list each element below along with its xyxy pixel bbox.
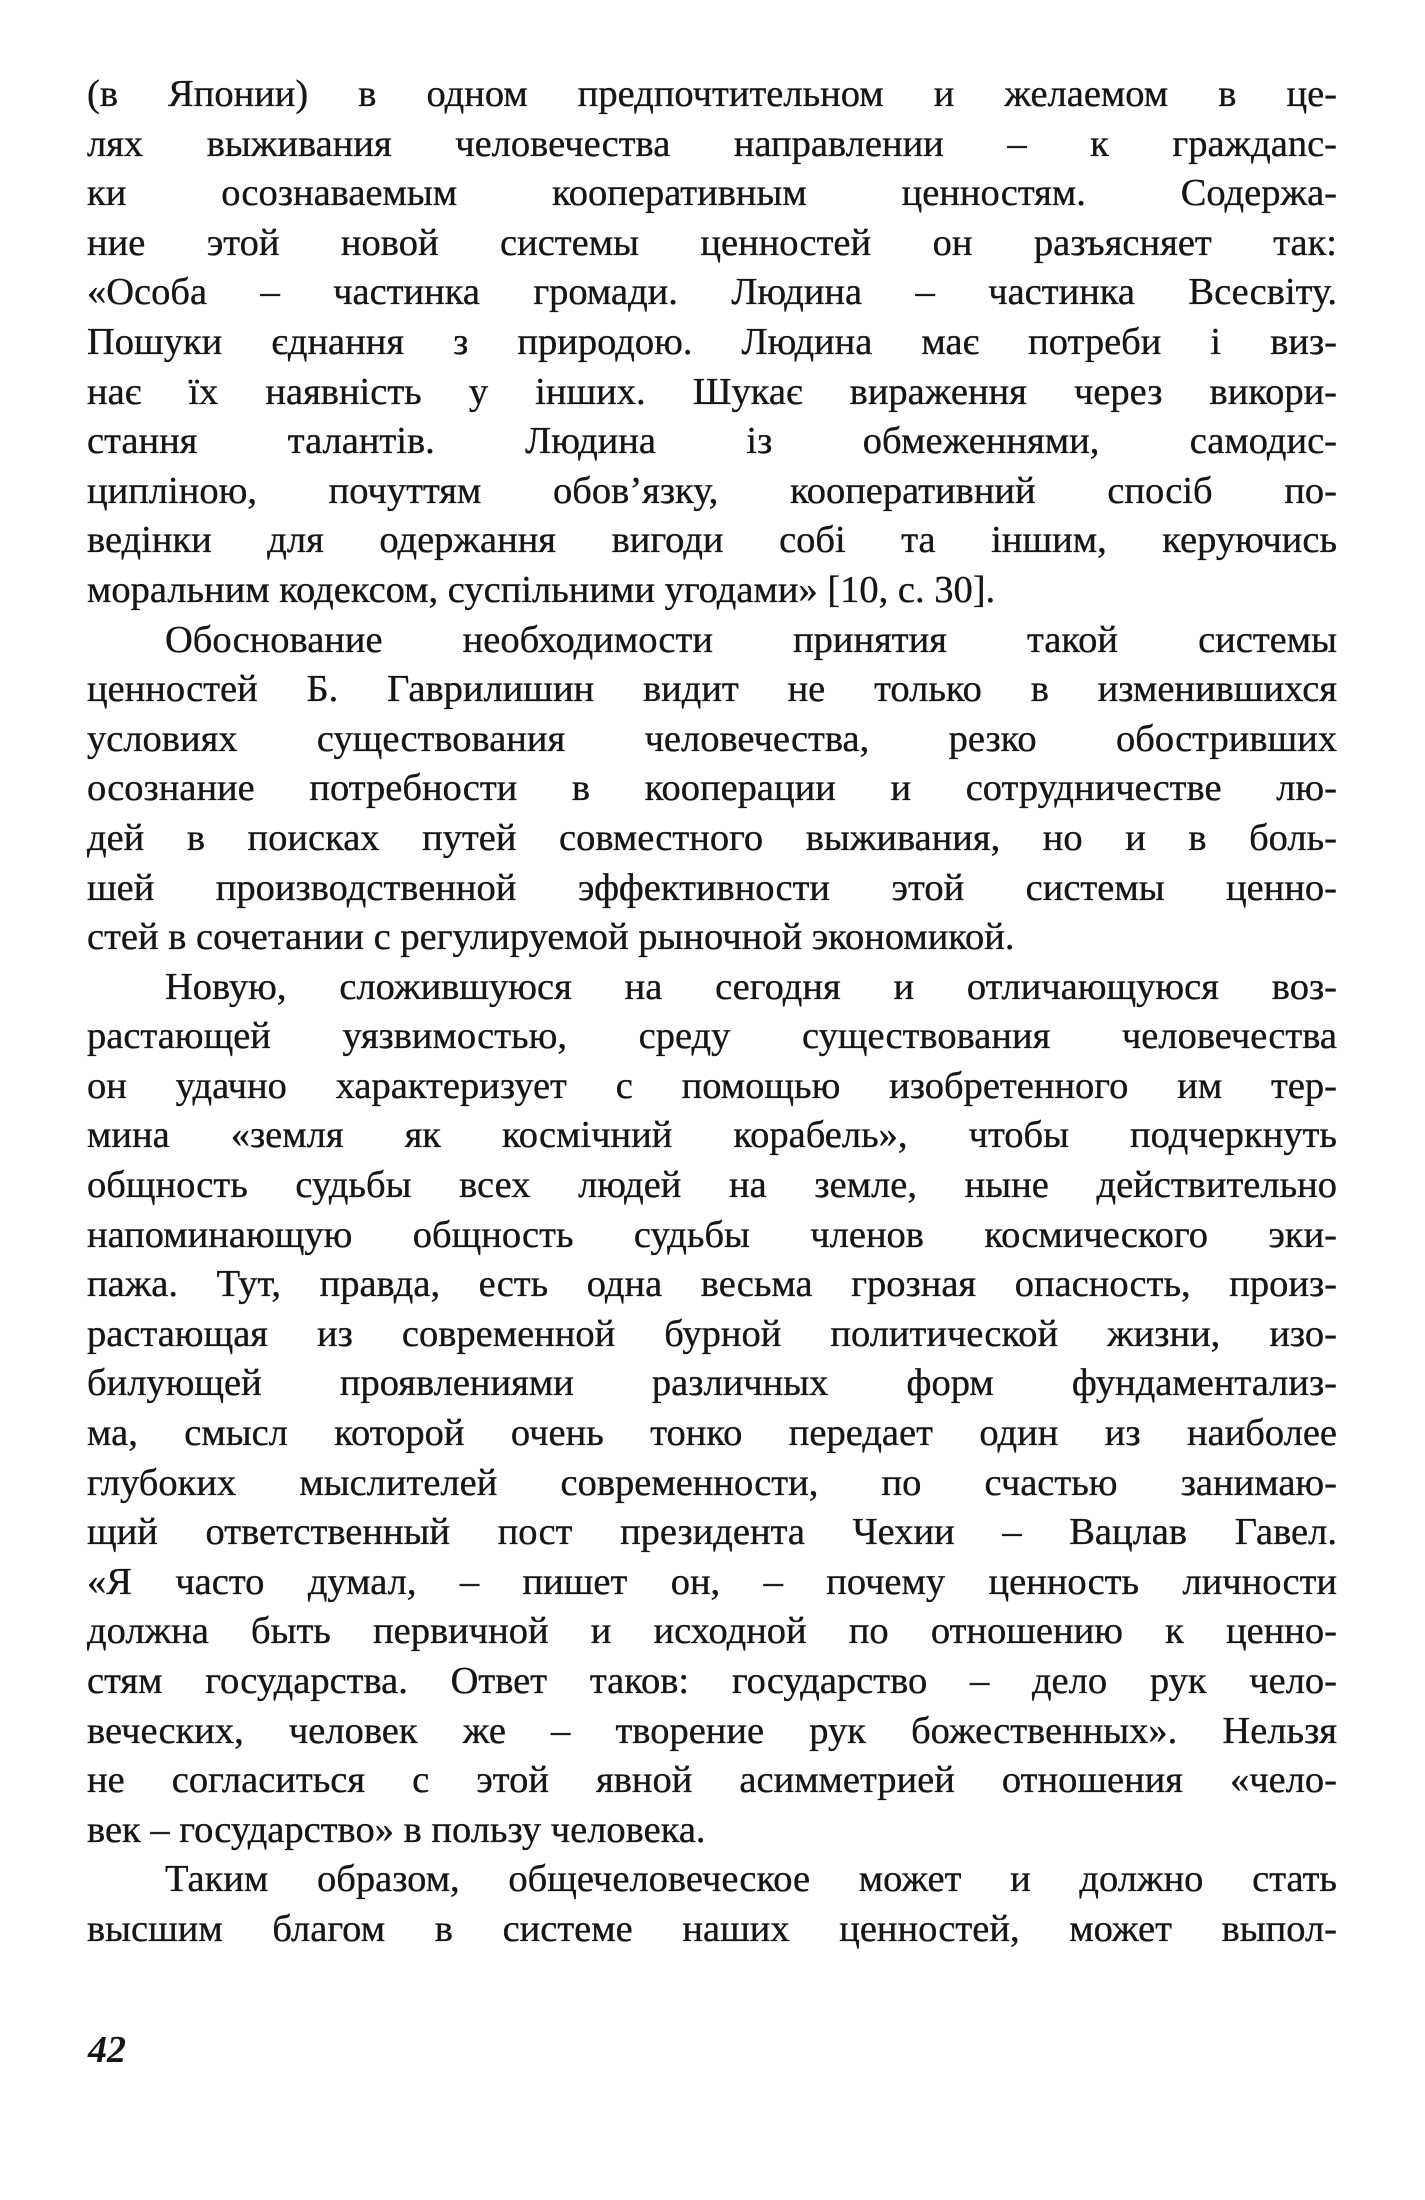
text-line: стання талантів. Людина із обмеженнями, самодис- bbox=[87, 420, 1337, 463]
paragraph-3 bbox=[87, 963, 1337, 1856]
paragraph-1 bbox=[87, 70, 1337, 616]
text-line: нає їх наявність у інших. Шукає вираження через викори- bbox=[87, 370, 1337, 413]
text-line: дей в поисках путей совместного выживания, но и в боль- bbox=[87, 816, 1337, 859]
paragraph-4 bbox=[87, 1855, 1337, 1954]
text-line: стей в сочетании с регулируемой рыночной экономикой. bbox=[87, 916, 1015, 959]
text-line: ма, смысл которой очень тонко передает один из наиболее bbox=[87, 1412, 1337, 1455]
text-line: Новую, сложившуюся на сегодня и отличающуюся воз- bbox=[165, 965, 1337, 1008]
text-line: веческих, человек же – творение рук божественных». Нельзя bbox=[87, 1709, 1337, 1752]
text-line: билующей проявлениями различных форм фундаментализ- bbox=[87, 1362, 1337, 1405]
text-line: Обоснование необходимости принятия такой системы bbox=[165, 618, 1337, 661]
text-line: должна быть первичной и исходной по отношению к ценно- bbox=[87, 1610, 1337, 1653]
text-line: лях выживания человечества направлении – к граждanc- bbox=[87, 122, 1337, 165]
text-line: «Особа – частинка громади. Людина – частинка Всесвіту. bbox=[87, 271, 1337, 314]
text-line: растающей уязвимостью, среду существования человечества bbox=[87, 1015, 1337, 1058]
text-line: напоминающую общность судьбы членов космического эки- bbox=[87, 1213, 1337, 1256]
page-body-text bbox=[87, 70, 1337, 1955]
page-number: 42 bbox=[88, 2029, 126, 2071]
paragraph-2 bbox=[87, 616, 1337, 963]
text-line: ведінки для одержання вигоди собі та іншим, керуючись bbox=[87, 519, 1337, 562]
text-line: не согласиться с этой явной асимметрией отношения «чело- bbox=[87, 1759, 1337, 1802]
text-line: ценностей Б. Гаврилишин видит не только в изменившихся bbox=[87, 668, 1337, 711]
text-line: ние этой новой системы ценностей он разъясняет так: bbox=[87, 221, 1337, 264]
text-line: осознание потребности в кооперации и сотрудничестве лю- bbox=[87, 767, 1337, 810]
text-line: «Я часто думал, – пишет он, – почему ценность личности bbox=[87, 1560, 1337, 1603]
text-line: глубоких мыслителей современности, по счастью занимаю- bbox=[87, 1461, 1337, 1504]
text-line: Таким образом, общечеловеческое может и должно стать bbox=[165, 1858, 1337, 1901]
text-line: пажа. Тут, правда, есть одна весьма грозная опасность, произ- bbox=[87, 1263, 1337, 1306]
text-line: условиях существования человечества, резко обостривших bbox=[87, 717, 1337, 760]
text-line: растающая из современной бурной политической жизни, изо- bbox=[87, 1312, 1337, 1355]
text-line: ципліною, почуттям обов’язку, кооперативний спосіб по- bbox=[87, 469, 1337, 512]
text-line: век – государство» в пользу человека. bbox=[87, 1808, 706, 1851]
text-line: мина «земля як космічний корабель», чтобы подчеркнуть bbox=[87, 1114, 1337, 1157]
text-line: моральним кодексом, суспільними угодами» [10, с. 30]. bbox=[87, 568, 996, 611]
text-line: щий ответственный пост президента Чехии – Вацлав Гавел. bbox=[87, 1511, 1337, 1554]
text-line: ки осознаваемым кооперативным ценностям. Содержа- bbox=[87, 172, 1337, 215]
text-line: высшим благом в системе наших ценностей, может выпол- bbox=[87, 1907, 1337, 1950]
text-line: шей производственной эффективности этой системы ценно- bbox=[87, 866, 1337, 909]
text-line: (в Японии) в одном предпочтительном и желаемом в це- bbox=[87, 73, 1337, 115]
text-line: Пошуки єднання з природою. Людина має потреби і виз- bbox=[87, 320, 1337, 363]
text-line: стям государства. Ответ таков: государство – дело рук чело- bbox=[87, 1660, 1337, 1702]
text-line: общность судьбы всех людей на земле, ныне действительно bbox=[87, 1164, 1337, 1207]
text-line: он удачно характеризует с помощью изобретенного им тер- bbox=[87, 1064, 1337, 1107]
